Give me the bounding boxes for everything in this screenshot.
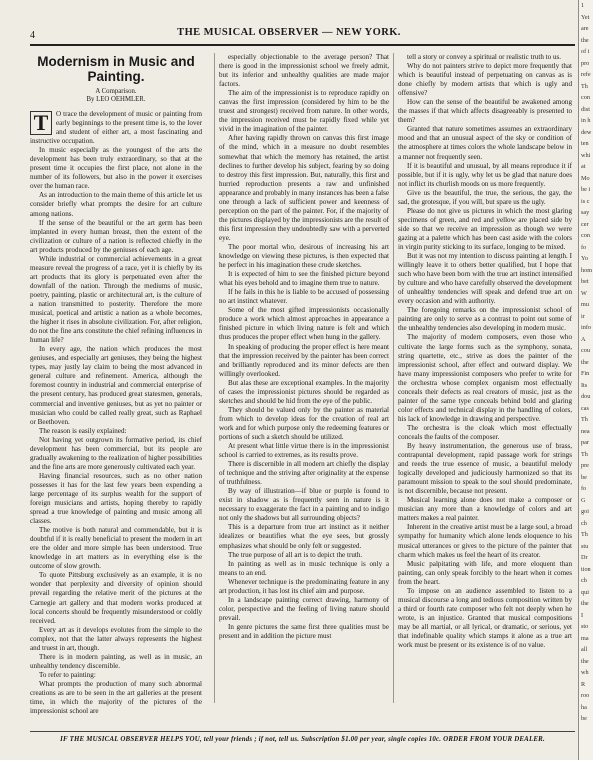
edge-fragment: dist bbox=[581, 105, 590, 113]
edge-fragment: I bbox=[581, 611, 584, 619]
edge-fragment: qui bbox=[581, 588, 589, 596]
paragraph: To refer to painting: bbox=[39, 670, 96, 679]
edge-fragment: be bbox=[581, 473, 587, 481]
paragraph: Having financial resources, such as no other nation possesses it has for the last few years been expending a large percentage of its surplus wealth for the support of foreign musicians and artists, hoping thereby to rapidly spread a true knowledge of painting and music among all classes. bbox=[30, 471, 202, 526]
edge-fragment: info bbox=[581, 324, 591, 331]
edge-fragment: Th bbox=[581, 416, 588, 423]
edge-fragment: the bbox=[581, 358, 589, 366]
edge-fragment: pre bbox=[581, 462, 589, 469]
edge-fragment: con bbox=[581, 94, 590, 101]
paragraph: This is a departure from true art instinct as it neither idealizes or beautifies what the eye sees, but grossly emphasizes what should be only felt or suggested. bbox=[219, 523, 389, 550]
edge-fragment: ma bbox=[581, 634, 589, 642]
paragraph: While industrial or commercial achievements in a great measure reveal the progress of a race, yet it is chiefly by its art products that its glory is perpetuated even after the downfall of the nation. Through the mediums of music, poetry, painting, plastic or architectural art, is the culture of a nation transmitted to posterity. Therefore the more musical, poetical and artistic a nation as a whole becomes, the higher it rises in absolute civilization. For, after religion, do not the fine arts constitute the chief refining influences in human life? bbox=[30, 254, 202, 345]
edge-fragment: ch bbox=[581, 519, 587, 527]
paragraph: Not having yet outgrown its formative period, its chief development has been commercial, but its people are gradually awakening to the realization of higher possibilities and the fine arts are more generously cultivated each year. bbox=[30, 435, 202, 471]
paragraph: To quote Pittsburg exclusively as an example, it is no wonder that perplexity and diversity of opinion should prevail regarding the relative merit of the pictures at the Carnegie art gallery and that modern works produced at local concerts should be frequently misunderstood or coldly received. bbox=[30, 571, 202, 625]
edge-fragment: Th bbox=[581, 82, 588, 90]
column-1-body bbox=[30, 146, 202, 716]
paragraph: In genre pictures the same first three qualities must be present and in addition the picture must bbox=[219, 622, 389, 640]
paragraph: Some of the most gifted impressionists occasionally produce a work which almost approaches in appearance a finished picture in which living nature is felt and which thus produces the proper effect when hung in the gallery. bbox=[219, 306, 389, 342]
page-footer: IF THE MUSICAL OBSERVER HELPS YOU, tell your friends ; if not, tell us. Subscription $1.00 per year, single copies 10c. ORDER FROM YOUR DEALER. bbox=[30, 731, 575, 743]
paragraph: Give us the beautiful, the true, the serious, the gay, the sad, the grotesque, if you will, but spare us the ugly. bbox=[398, 188, 572, 206]
column-2 bbox=[214, 53, 389, 703]
edge-fragment: whi bbox=[581, 151, 591, 159]
edge-fragment: ha bbox=[581, 703, 587, 711]
edge-fragment: dou bbox=[581, 393, 591, 400]
paragraph: By heavy instrumentation, the generous use of brass, contrapuntal development, rapid passage work for strings and reeds the true essence of music, a beautiful melody logically developed and judiciously harmonized so that its paramount mission to speak to the soul should predominate, is not discernible, because not present. bbox=[398, 442, 572, 496]
edge-fragment: cas bbox=[581, 404, 589, 412]
paragraph: There is in modern painting, as well as in music, an unhealthy tendency discernible. bbox=[30, 652, 202, 670]
paragraph: Granted that nature sometimes assumes an extraordinary mood and that an unusual aspect of the sky or condition of the atmosphere at times colors the whole landscape below in a manner not frequently seen. bbox=[398, 125, 572, 161]
column-3 bbox=[393, 53, 572, 703]
paragraph: To impose on an audience assembled to listen to a musical discourse a long and tedious composition written by a third or fourth rate composer who felt not deeply when he wrote, is an injustice. Granted that musical compositions may be all martial, or all lyrical, or dramatic, or serious, yet that indefinable quality which stamps it alone as a true art work must be present or its existence is of no value. bbox=[398, 586, 572, 650]
edge-fragment: fo bbox=[581, 485, 587, 492]
edge-fragment: G bbox=[581, 496, 586, 504]
article-title: Modernism in Music and Painting. bbox=[37, 54, 195, 84]
edge-fragment: Th bbox=[581, 531, 588, 538]
paragraph: If he fails in this he is liable to be accused of possessing no art instinct whatever. bbox=[219, 288, 389, 306]
paragraph: If it is beautiful and unusual, by all means reproduce it if possible, but if it is ugly, why let us be glad that nature does not inflict its churlish moods on us more frequently. bbox=[398, 161, 572, 188]
edge-fragment: Its bbox=[581, 381, 588, 389]
article-subtitle: A Comparison. bbox=[95, 88, 137, 95]
edge-fragment: say bbox=[581, 209, 590, 216]
edge-fragment: wh bbox=[581, 669, 589, 676]
edge-fragment: be bbox=[581, 715, 587, 722]
paragraph: The aim of the impressionist is to reproduce rapidly on canvas the first impression (considered by him to be the truest and strongest) received from nature. In other words, the impression received must be rapidly fixed while yet vivid in the imagination of the painter. bbox=[219, 89, 389, 134]
paragraph: It is expected of him to see the finished picture beyond what his eyes behold and to imagine them true to nature. bbox=[219, 270, 389, 288]
edge-fragment: par bbox=[581, 439, 589, 446]
edge-fragment: all bbox=[581, 646, 588, 653]
paragraph: How can the sense of the beautiful be awakened among the masses if that which affects disagreeably is presented to them? bbox=[398, 98, 572, 125]
drop-cap: T bbox=[30, 111, 52, 135]
paragraph: especially objectionable to the average person? That there is good in the impressionist school we freely admit, but its inferior and unhealthy qualities are made major factors. bbox=[219, 53, 389, 89]
edge-fragment: A bbox=[581, 335, 586, 343]
paragraph: The reason is easily explained: bbox=[39, 426, 127, 435]
paragraph: In speaking of producing the proper effect is here meant that the impression received by the painter has been correct and brilliantly reproduced and its minor defects are then willingly overlooked. bbox=[219, 342, 389, 378]
edge-fragment: Fin bbox=[581, 370, 590, 377]
edge-fragment: the bbox=[581, 36, 589, 44]
paragraph: The true purpose of all art is to depict the truth. bbox=[228, 550, 363, 559]
adjacent-page-edge bbox=[578, 0, 593, 760]
edge-fragment: mu bbox=[581, 301, 589, 308]
paragraph: In a landscape painting correct drawing, harmony of color, perspective and the feeling of living nature should prevail. bbox=[219, 595, 389, 622]
edge-fragment: con bbox=[581, 232, 590, 239]
edge-fragment: Dr bbox=[581, 554, 588, 561]
paragraph: Music palpitating with life, and more eloquent than painting, can only speak forcibly to the heart when it comes from the heart. bbox=[398, 559, 572, 586]
paragraph: In music especially as the youngest of the arts the development has been truly extraordinary, so that at the present time it occupies the first place, not alone in the number of its followers, but also in the power it exercises over the human race. bbox=[30, 146, 202, 191]
edge-fragment: refe bbox=[581, 71, 591, 78]
edge-fragment: at bbox=[581, 163, 586, 170]
paragraph: Musical learning alone does not make a composer or musician any more than a knowledge of colors and art matters makes a real painter. bbox=[398, 496, 572, 523]
edge-fragment: W bbox=[581, 289, 587, 297]
paragraph: Every art as it develops evolutes from the simple to the complex, not that the latter always represents the highest and truest in art, though. bbox=[30, 625, 202, 652]
first-paragraph bbox=[30, 110, 202, 146]
header-rule bbox=[30, 44, 575, 46]
paragraph: By way of illustration—if blue or purple is found to exist in shadow as is frequently seen in nature is it necessary to exaggerate the fact in a painting and to indigo not only the shadows but all surrounding objects? bbox=[219, 487, 389, 523]
paragraph: If the sense of the beautiful or the art germ has been implanted in every human breast, then the extent of the civilization or culture of a nation is reflected chiefly in the art products produced by the geniuses of each age. bbox=[30, 218, 202, 254]
edge-fragment: nea bbox=[581, 427, 590, 435]
paragraph: Whenever technique is the predominating feature in any art production, it has lost its chief aim and purpose. bbox=[219, 577, 389, 595]
edge-fragment: in h bbox=[581, 117, 591, 124]
edge-fragment: Th bbox=[581, 450, 588, 458]
paragraph: The motive is both natural and commendable, but it is doubtful if it is really beneficial to present the modern in art ere the older and more simple has been understood. True knowledge in art matters as in everything else is the outcome of slow growth. bbox=[30, 526, 202, 571]
paragraph: Please do not give us pictures in which the most glaring specimens of green, and red and yellow are placed side by side so that we receive an impression as though we were gazing at a palette which has been cast aside with the colors in virgin purity sticking to its surface, longing to be mixed. bbox=[398, 206, 572, 251]
paragraph: The foregoing remarks on the impressionist school of painting are only to serve as a contrast to point out some of the unhealthy tendencies also developing in modern music. bbox=[398, 306, 572, 333]
edge-fragment: ir bbox=[581, 312, 585, 320]
edge-fragment: Yo bbox=[581, 255, 588, 262]
edge-fragment: cou bbox=[581, 347, 590, 354]
column-1 bbox=[30, 53, 202, 716]
edge-fragment: of i bbox=[581, 48, 590, 55]
edge-fragment: dew bbox=[581, 128, 592, 136]
paragraph: The poor mortal who, desirous of increasing his art knowledge on viewing these pictures, is then expected that he perfect in his imagination these crude sketches. bbox=[219, 242, 389, 270]
edge-fragment: is c bbox=[581, 197, 590, 205]
edge-fragment: bet bbox=[581, 278, 589, 285]
paragraph: But alas these are exceptional examples. In the majority of cases the impressionist pictures should be regarded as sketches and should be hid from the eye of the public. bbox=[219, 378, 389, 405]
column-3-body bbox=[398, 53, 572, 650]
paragraph: In painting as well as in music technique is only a means to an end. bbox=[219, 559, 389, 577]
paragraph: They should be valued only by the painter as material from which to develop ideas for the creation of real art work and for which purpose only the redeeming features or portions of such a sketch should be utilized. bbox=[219, 405, 389, 441]
edge-fragment: Mo bbox=[581, 174, 590, 182]
edge-fragment: 1 bbox=[581, 2, 585, 9]
paragraph: But it was not my intention to discuss painting at length. I willingly leave it to others better qualified, but I hope that such who have been born with the true art instinct intensified by culture and who have carefully observed the development of unhealthy tendencies will speak and defend true art on every occasion and with authority. bbox=[398, 252, 572, 306]
edge-fragment: hom bbox=[581, 266, 593, 274]
edge-fragment: the bbox=[581, 600, 589, 607]
edge-fragment: goi bbox=[581, 508, 589, 515]
paragraph: The majority of modern composers, even those who cultivate the large forms such as the symphony, sonata, string quartette, etc., strive as does the painter of the impressionist school, after effect and outward display. We have many impressionist composers who prefer to write for the orchestra whose complex organism most effectually conceals their defects as real creators of music, just as the painter of the same type conceals behind bold and glaring color effects and technical display in the handling of colors, his lack of knowledge in drawing and perspective. bbox=[398, 333, 572, 423]
edge-fragment: stu bbox=[581, 542, 589, 550]
paragraph: Inherent in the creative artist must be a large soul, a broad sympathy for humanity which alone lends eloquence to his musical utterances or gives to the picture of the painter that charm which makes us feel the heart of its creator. bbox=[398, 523, 572, 559]
edge-fragment: be i bbox=[581, 186, 591, 193]
edge-fragment: Yet bbox=[581, 13, 590, 21]
paragraph: At present what little virtue there is in the impressionist school is carried to extremes, as its results prove. bbox=[219, 442, 389, 460]
paragraph: In every age, the nation which produces the most geniuses, and especially art geniuses, they being the highest types, may justly lay claim to being the most advanced in general culture and refinement. America, although the foremost country in industrial and commercial enterprise of the present century, has produced great statesmen, generals, commercial and inventive geniuses, but as yet no painter or musician who could be called really great, such as Raphael or Beethoven. bbox=[30, 345, 202, 426]
edge-fragment: sto bbox=[581, 623, 589, 630]
article-byline: By LEO OEHMLER. bbox=[86, 96, 146, 103]
edge-fragment: ch bbox=[581, 577, 587, 584]
paragraph: Why do not painters strive to depict more frequently that which is beautiful instead of perpetuating on canvas as is done chiefly by modern artists that which is ugly and offensive? bbox=[398, 62, 572, 98]
edge-fragment: are bbox=[581, 25, 589, 32]
edge-fragment: pro bbox=[581, 59, 590, 67]
first-paragraph-text: O trace the development of music or painting from early beginnings to the present time is, to the lover and student of either art, a most fascinating and instructive occupation. bbox=[30, 110, 202, 146]
paragraph: There is discernible in all modern art chiefly the display of technique and the striving after originality at the expense of truthfulness. bbox=[219, 460, 389, 487]
column-2-body bbox=[219, 53, 389, 641]
edge-fragment: cer bbox=[581, 220, 589, 228]
paragraph: What prompts the production of many such abnormal creations as are to be seen in the art galleries at the present time, in which the majority of the pictures of the impressionist school are bbox=[30, 679, 202, 716]
edge-fragment: tion bbox=[581, 565, 591, 573]
paragraph: tell a story or convey a spiritual or realistic truth to us. bbox=[407, 53, 562, 61]
paragraph: As an introduction to the main theme of this article let us consider briefly what prompts the desire for art culture among nations. bbox=[30, 191, 202, 218]
paragraph: The orchestra is the cloak which most effectually conceals the faults of the composer. bbox=[398, 423, 572, 441]
edge-fragment: R bbox=[581, 680, 586, 688]
page-number: 4 bbox=[30, 30, 35, 41]
edge-fragment: fo bbox=[581, 243, 587, 251]
edge-fragment: roo bbox=[581, 692, 590, 699]
edge-fragment: the bbox=[581, 657, 589, 665]
edge-fragment: ten bbox=[581, 140, 589, 147]
paragraph: After having rapidly thrown on canvas this first image of the mind, which in a measure no doubt resembles somewhat that which the memory has retained, the artist declines to further develop his subject, fearing by so doing to destroy this first impression. But, naturally, this first and hurried reproduction presents a raw and unfinished appearance and probably in many instances has been a false one through a lack of sufficient power and keenness of perception on the part of the painter. For, if the majority of the pictures displayed by the impressionists are the result of this first impression they undoubtedly saw with a perverted eye. bbox=[219, 134, 389, 242]
running-header: THE MUSICAL OBSERVER — NEW YORK. bbox=[177, 27, 401, 38]
